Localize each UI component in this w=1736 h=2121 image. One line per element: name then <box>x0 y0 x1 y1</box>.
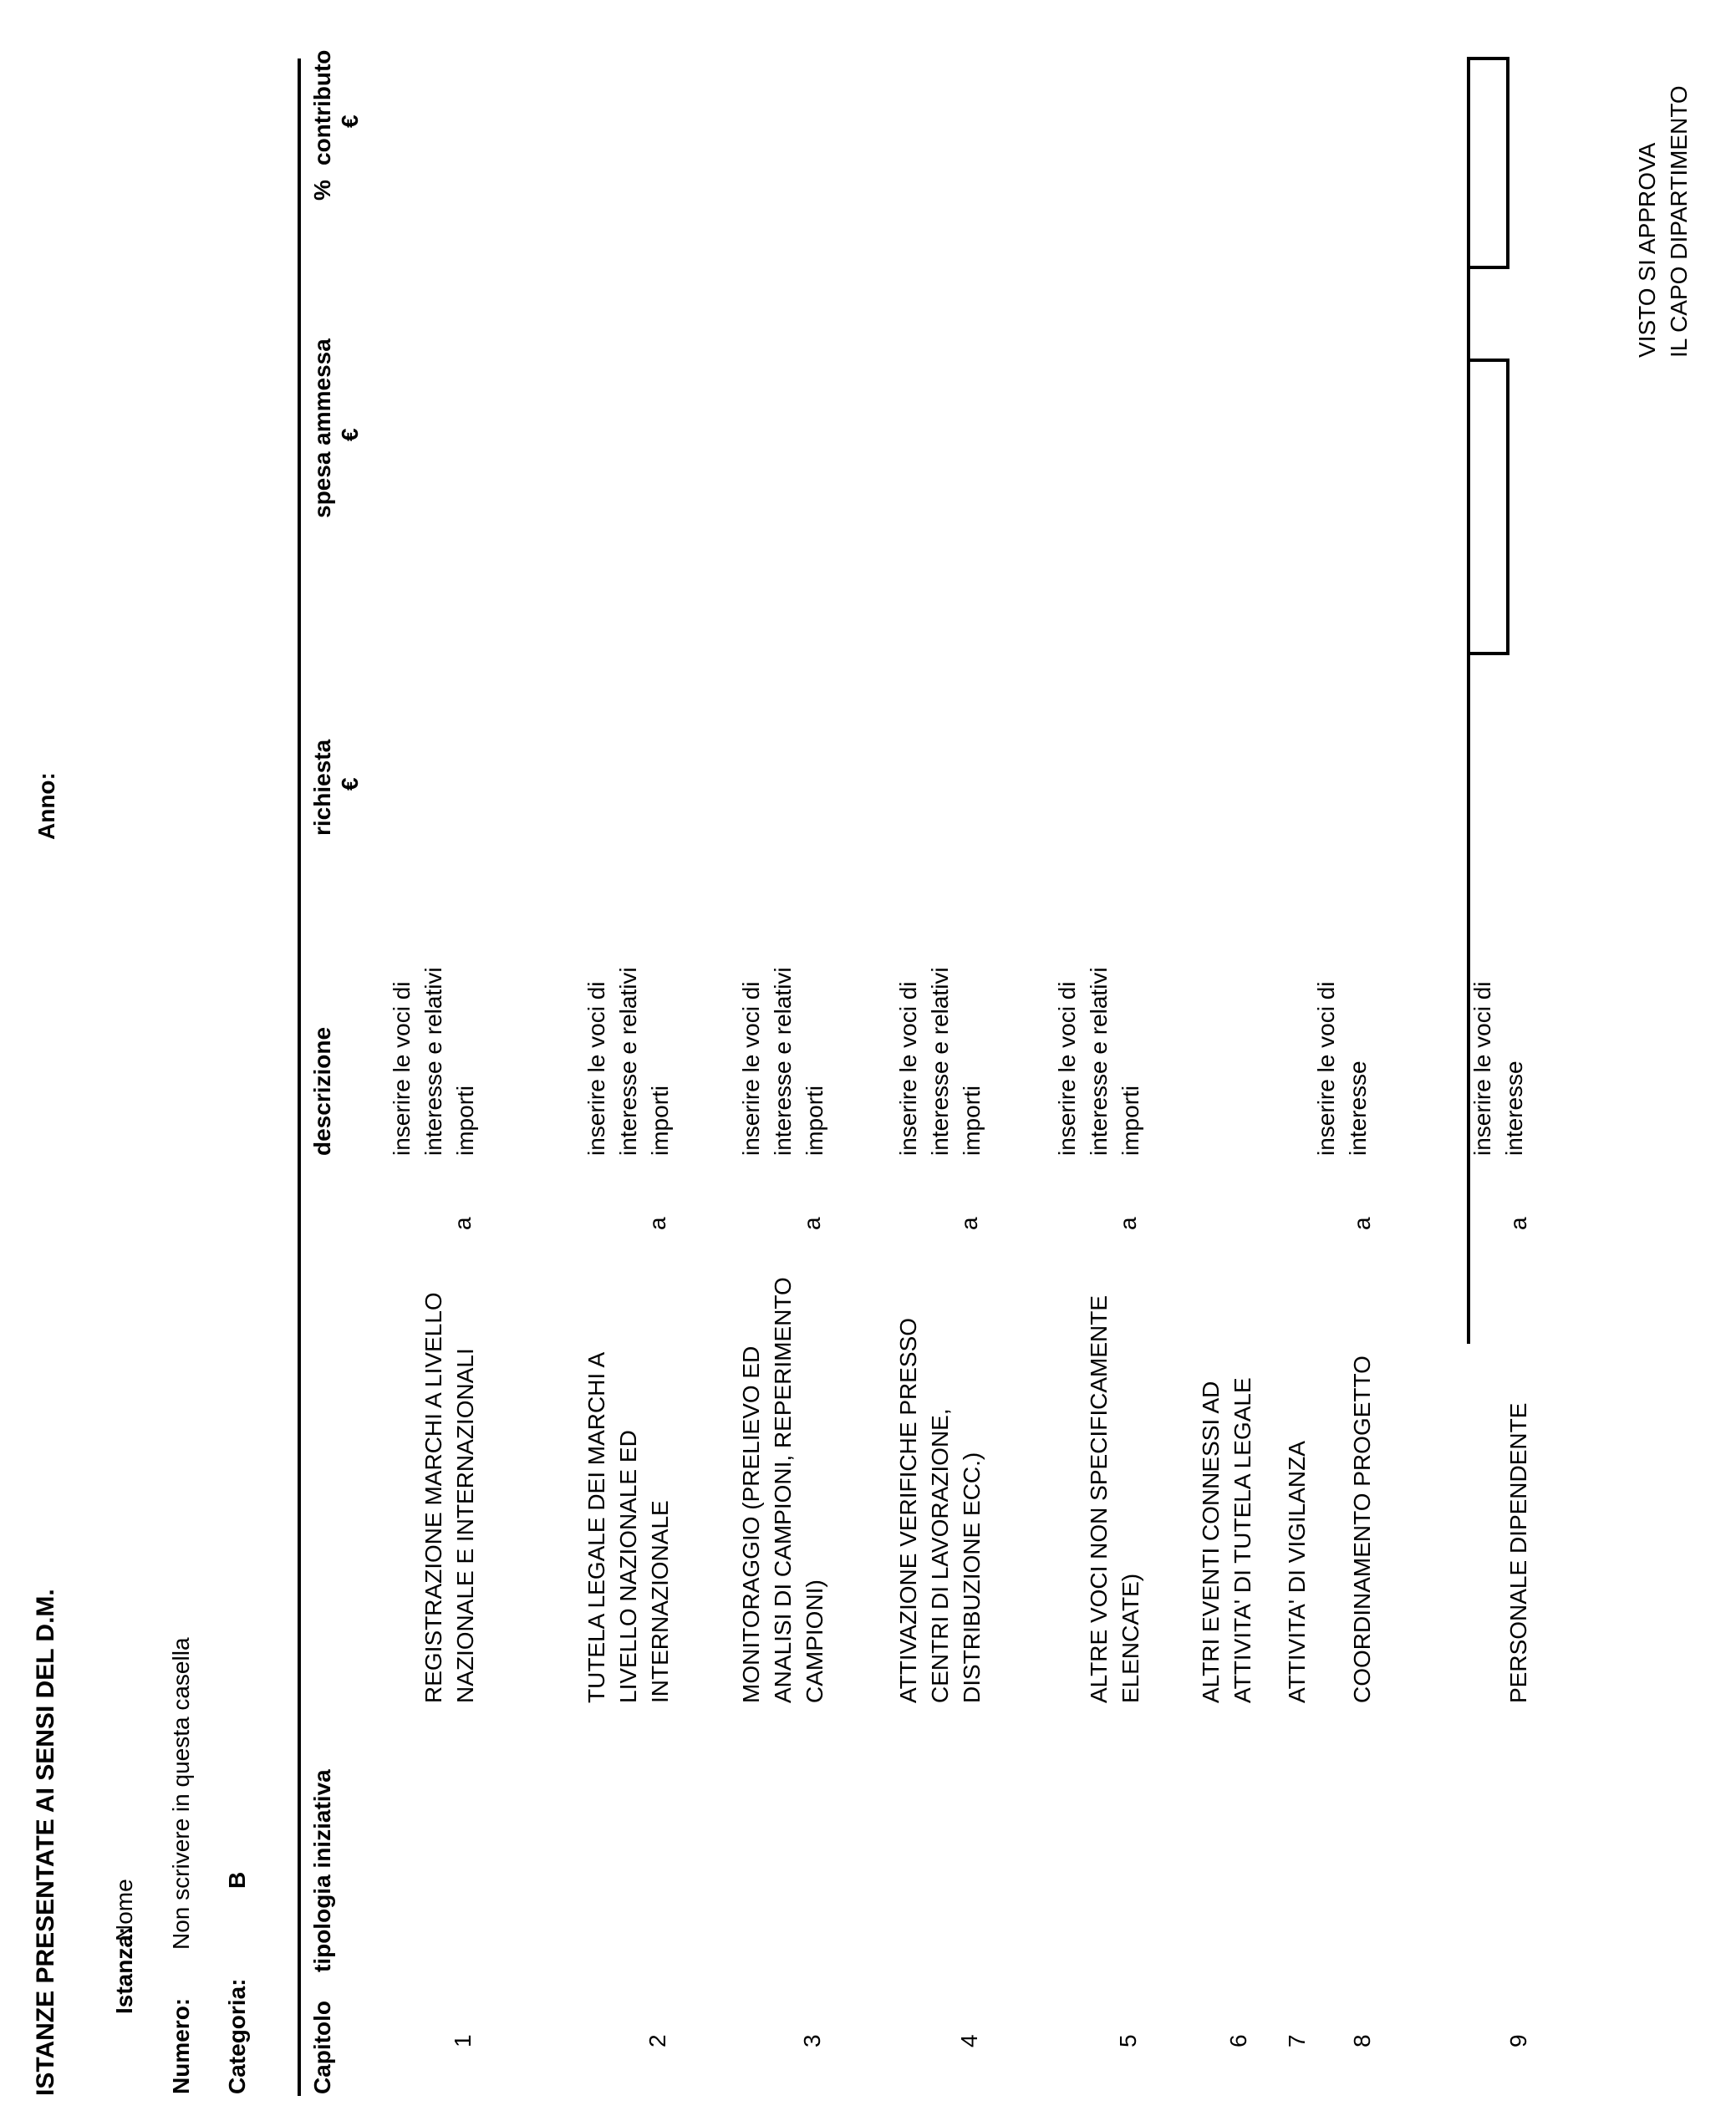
row-descrizione[interactable] <box>1051 967 1147 1156</box>
descrizione-line: importi <box>452 1085 478 1156</box>
tipologia-line: ALTRE VOCI NON SPECIFICAMENTE <box>1086 1295 1112 1703</box>
row-tipologia <box>1281 1441 1313 1703</box>
row-capitolo: 1 <box>450 2034 476 2047</box>
categoria-value: B <box>224 1871 250 1889</box>
row-tipologia <box>1503 1403 1535 1703</box>
row-tipologia <box>893 1318 988 1703</box>
tipologia-line: ELENCATE) <box>1117 1573 1143 1703</box>
tipologia-line: TUTELA LEGALE DEI MARCHI A <box>583 1351 609 1703</box>
numero-value[interactable]: Non scrivere in questa casella <box>168 1637 194 1950</box>
descrizione-line: interesse e relativi <box>1086 967 1112 1156</box>
descrizione-line: importi <box>802 1085 827 1156</box>
tipologia-line: ALTRI EVENTI CONNESSI AD <box>1198 1381 1224 1703</box>
tipologia-line: INTERNAZIONALE <box>647 1500 673 1703</box>
descrizione-line: inserire le voci di <box>1054 981 1080 1156</box>
row-capitolo: 3 <box>799 2034 825 2047</box>
istanza-value[interactable]: Nome <box>111 1879 137 1941</box>
descrizione-line: inserire le voci di <box>389 981 415 1156</box>
col-contributo: contributo <box>309 49 335 165</box>
descrizione-line: importi <box>1117 1085 1143 1156</box>
descrizione-line: inserire le voci di <box>1313 981 1339 1156</box>
row-capitolo: 7 <box>1284 2034 1310 2047</box>
descrizione-line: interesse e relativi <box>615 967 641 1156</box>
row-tipologia <box>581 1352 676 1703</box>
row-tipologia <box>1195 1377 1259 1703</box>
anno-label: Anno: <box>33 772 59 840</box>
descrizione-line: importi <box>959 1085 985 1156</box>
tipologia-line: DISTRIBUZIONE ECC.) <box>959 1452 985 1703</box>
spesa-ammessa-total-box[interactable] <box>1467 359 1509 655</box>
descrizione-line: interesse e relativi <box>770 967 796 1156</box>
row-descrizione[interactable] <box>1311 981 1374 1156</box>
col-tipologia: tipologia iniziativa <box>309 1769 335 1972</box>
form-title: ISTANZE PRESENTATE AI SENSI DEL D.M. <box>32 1589 59 2096</box>
col-spesa-unit: € <box>337 428 363 441</box>
tipologia-line: ATTIVITA' DI VIGILANZA <box>1284 1441 1310 1703</box>
row-marker: a <box>1349 1217 1375 1230</box>
descrizione-line: interesse <box>1501 1060 1527 1156</box>
row-tipologia <box>1347 1356 1378 1703</box>
col-contributo-unit: € <box>337 114 363 128</box>
col-richiesta: richiesta <box>309 739 335 836</box>
tipologia-line: REGISTRAZIONE MARCHI A LIVELLO <box>420 1292 446 1703</box>
row-descrizione[interactable] <box>736 967 831 1156</box>
row-marker: a <box>450 1217 476 1230</box>
tipologia-line: NAZIONALE E INTERNAZIONALI <box>452 1348 478 1703</box>
row-tipologia <box>418 1292 481 1703</box>
descrizione-line: interesse e relativi <box>420 967 446 1156</box>
contributo-total-box[interactable] <box>1467 57 1509 269</box>
descrizione-line: interesse <box>1345 1060 1371 1156</box>
col-capitolo: Capitolo <box>309 2001 335 2094</box>
row-capitolo: 4 <box>956 2034 982 2047</box>
tipologia-line: COORDINAMENTO PROGETTO <box>1349 1356 1375 1703</box>
descrizione-line: interesse e relativi <box>927 967 953 1156</box>
descrizione-line: inserire le voci di <box>738 981 764 1156</box>
tipologia-line: PERSONALE DIPENDENTE <box>1505 1402 1531 1703</box>
row-marker: a <box>956 1217 982 1230</box>
tipologia-line: LIVELLO NAZIONALE ED <box>615 1430 641 1703</box>
descrizione-line: inserire le voci di <box>1469 981 1495 1156</box>
descrizione-line: inserire le voci di <box>895 981 921 1156</box>
row-marker: a <box>799 1217 825 1230</box>
row-descrizione[interactable] <box>1467 981 1530 1156</box>
col-descrizione: descrizione <box>309 1026 335 1156</box>
descrizione-line: inserire le voci di <box>583 981 609 1156</box>
row-marker: a <box>644 1217 670 1230</box>
row-tipologia <box>1083 1295 1147 1703</box>
col-percent: % <box>309 180 335 201</box>
row-marker: a <box>1505 1217 1531 1230</box>
row-descrizione[interactable] <box>581 967 676 1156</box>
istanza-label: Istanza: <box>111 1926 137 2014</box>
approval-signature-block <box>1632 85 1695 358</box>
categoria-label: Categoria: <box>224 1978 250 2094</box>
row-capitolo: 5 <box>1115 2034 1141 2047</box>
numero-label: Numero: <box>168 1997 194 2094</box>
tipologia-line: CENTRI DI LAVORAZIONE, <box>927 1408 953 1703</box>
col-richiesta-unit: € <box>337 777 363 791</box>
row-marker: a <box>1115 1217 1141 1230</box>
approval-line-2: IL CAPO DIPARTIMENTO <box>1666 85 1692 358</box>
col-spesa-ammessa: spesa ammessa <box>309 338 335 518</box>
row-capitolo: 9 <box>1505 2034 1531 2047</box>
row-descrizione[interactable] <box>386 967 481 1156</box>
tipologia-line: CAMPIONI) <box>802 1579 827 1703</box>
row-capitolo: 8 <box>1349 2034 1375 2047</box>
tipologia-line: ATTIVAZIONE VERIFICHE PRESSO <box>895 1317 921 1703</box>
row-capitolo: 6 <box>1225 2034 1251 2047</box>
tipologia-line: ANALISI DI CAMPIONI, REPERIMENTO <box>770 1277 796 1703</box>
tipologia-line: ATTIVITA' DI TUTELA LEGALE <box>1229 1377 1255 1703</box>
row-capitolo: 2 <box>644 2034 670 2047</box>
row-tipologia <box>736 1277 831 1703</box>
descrizione-line: importi <box>647 1085 673 1156</box>
header-divider <box>298 58 301 2096</box>
row-descrizione[interactable] <box>893 967 988 1156</box>
approval-line-1: VISTO SI APPROVA <box>1634 142 1660 358</box>
tipologia-line: MONITORAGGIO (PRELIEVO ED <box>738 1345 764 1703</box>
